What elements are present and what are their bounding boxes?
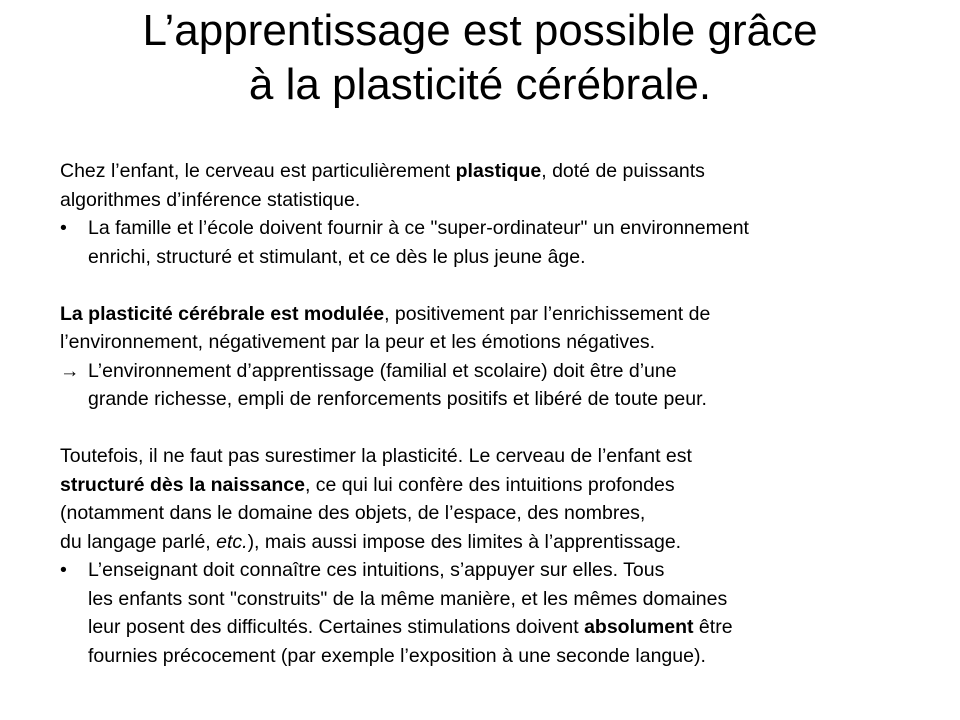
bullet-continuation: fournies précocement (par exemple l’exposition à une seconde langue).: [88, 644, 706, 667]
emphasis-structure: structuré dès la naissance: [60, 473, 305, 496]
arrow-item: → L’environnement d’apprentissage (familial et scolaire) doit être d’une: [60, 357, 940, 386]
bullet-icon: •: [60, 217, 67, 239]
spacer: [60, 414, 940, 443]
emphasis-etc: etc.: [216, 530, 248, 553]
bullet-continuation: enrichi, structuré et stimulant, et ce dès le plus jeune âge.: [88, 245, 586, 268]
paragraph-plasticity: [60, 157, 940, 271]
paragraph-structure: [60, 442, 940, 670]
bullet-continuation: les enfants sont "construits" de la même manière, et les mêmes domaines: [88, 587, 728, 610]
text-line: La plasticité cérébrale est modulée, positivement par l’enrichissement de: [60, 302, 711, 325]
title-line-1: L’apprentissage est possible grâce: [142, 6, 818, 55]
bullet-icon: •: [60, 559, 67, 581]
paragraph-modulation: [60, 300, 940, 414]
bullet-item: • L’enseignant doit connaître ces intuitions, s’appuyer sur elles. Tous: [60, 556, 940, 585]
text-line: l’environnement, négativement par la peur et les émotions négatives.: [60, 331, 656, 353]
slide-title: [0, 4, 960, 112]
text-line: (notamment dans le domaine des objets, de l’espace, des nombres,: [60, 502, 646, 524]
emphasis-modulee: La plasticité cérébrale est modulée: [60, 302, 385, 325]
text-line: algorithmes d’inférence statistique.: [60, 188, 361, 211]
spacer: [60, 271, 940, 300]
text-line: Chez l’enfant, le cerveau est particulièrement plastique, doté de puissants: [60, 160, 705, 182]
bullet-continuation: leur posent des difficultés. Certaines stimulations doivent absolument être: [88, 616, 733, 638]
title-line-2: à la plasticité cérébrale.: [248, 60, 712, 109]
bullet-item: • La famille et l’école doivent fournir à ce "super-ordinateur" un environnement: [60, 214, 940, 243]
arrow-continuation: grande richesse, empli de renforcements positifs et libéré de toute peur.: [88, 388, 707, 410]
text-line: Toutefois, il ne faut pas surestimer la plasticité. Le cerveau de l’enfant est: [60, 445, 692, 467]
text-line: du langage parlé, etc.), mais aussi impose des limites à l’apprentissage.: [60, 530, 682, 553]
arrow-right-icon: →: [60, 359, 80, 382]
slide-body: [60, 157, 940, 670]
emphasis-absolument: absolument: [584, 616, 694, 638]
emphasis-plastique: plastique: [455, 160, 542, 182]
text-line: structuré dès la naissance, ce qui lui confère des intuitions profondes: [60, 473, 675, 496]
